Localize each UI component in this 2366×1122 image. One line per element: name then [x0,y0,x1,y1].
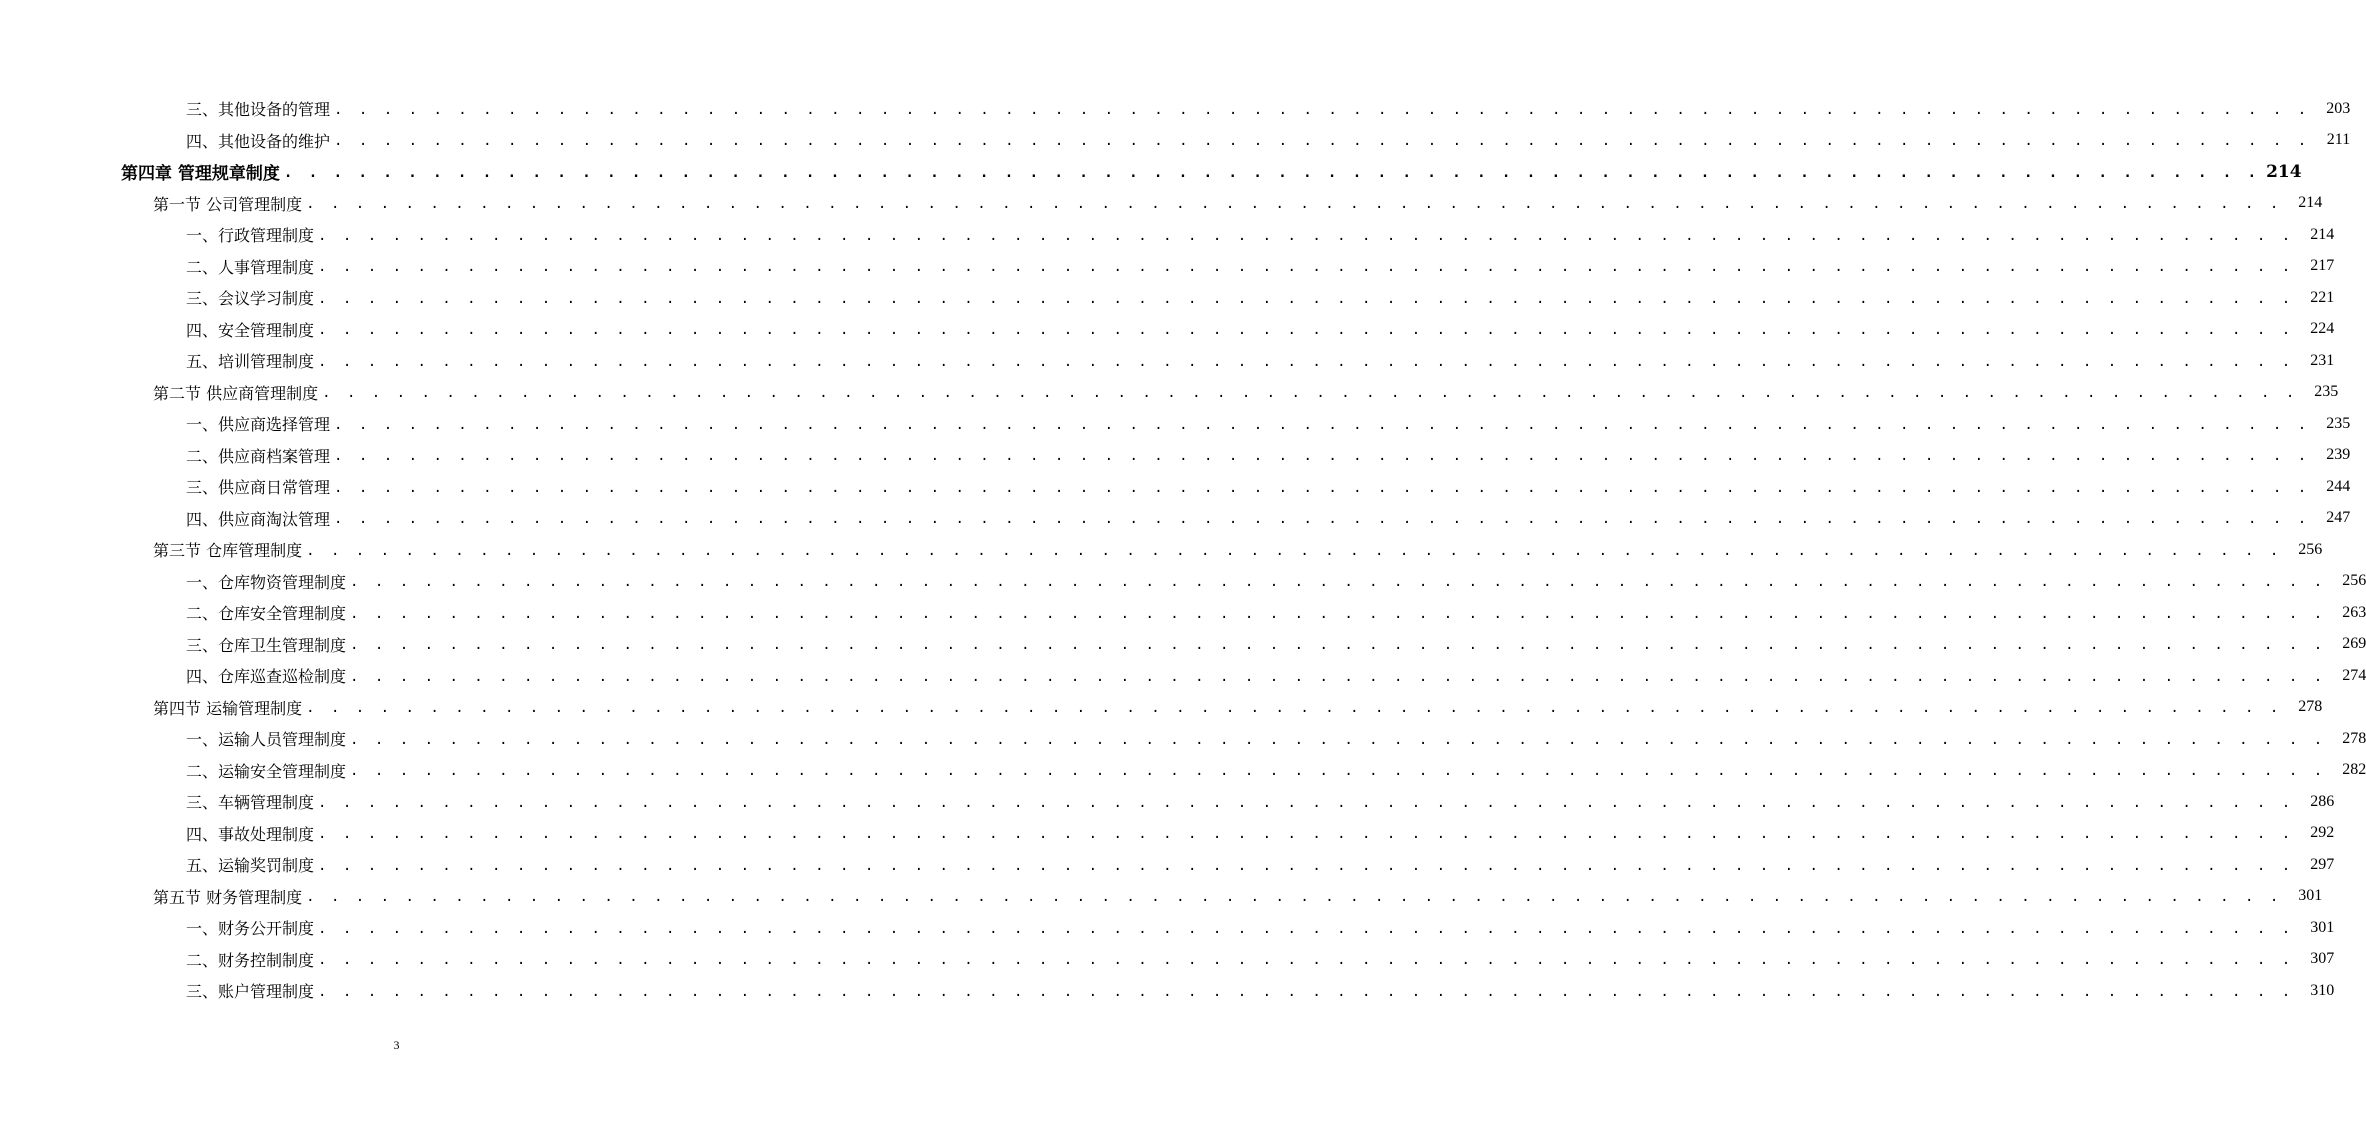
toc-entry-title: 一、运输人员管理制度 [186,730,347,750]
toc-entry-page: 224 [2310,320,2335,338]
toc-entry-page: 278 [2342,729,2366,747]
toc-dot-leader: . . . . . . . . . . . . . . . . . . . . . . . . . . . . . . . . . . . . . . . . . . . . . . . . . . . . . . . . . . . . . . . . . . . . . . . . . . . . . . . . [334,511,2311,528]
toc-entry-item[interactable] [0,345,2335,377]
toc-entry-page: 263 [2342,603,2366,621]
toc-entry-item[interactable] [0,660,2366,692]
toc-entry-page: 211 [2326,131,2351,149]
toc-dot-leader: . . . . . . . . . . . . . . . . . . . . . . . . . . . . . . . . . . . . . . . . . . . . . . . . . . . . . . . . . . . . . . . . . . . . . . . . . . . . . . . . [350,574,2327,591]
toc-entry-title: 三、会议学习制度 [186,289,315,309]
toc-dot-leader: . . . . . . . . . . . . . . . . . . . . . . . . . . . . . . . . . . . . . . . . . . . . . . . . . . . . . . . . . . . . . . . . . . . . . . . . . . . . . . . . [334,416,2311,433]
toc-entry-page: 203 [2326,99,2351,117]
toc-entry-section[interactable] [0,534,2323,566]
toc-entry-item[interactable] [0,597,2366,629]
toc-entry-page: 292 [2310,824,2335,842]
toc-entry-section[interactable] [0,188,2323,220]
toc-entry-title: 第四章 管理规章制度 [121,164,280,185]
toc-entry-item[interactable] [0,314,2335,346]
toc-entry-title: 二、供应商档案管理 [186,446,331,466]
toc-dot-leader: . . . . . . . . . . . . . . . . . . . . . . . . . . . . . . . . . . . . . . . . . . . . . . . . . . . . . . . . . . . . . . . . . . . . . . . . . . . . . . . . [318,983,2295,1000]
toc-entry-item[interactable] [0,975,2335,1007]
toc-dot-leader: . . . . . . . . . . . . . . . . . . . . . . . . . . . . . . . . . . . . . . . . . . . . . . . . . . . . . . . . . . . . . . . . . . . . . . . . . . . . . . . . [350,605,2327,622]
toc-dot-leader: . . . . . . . . . . . . . . . . . . . . . . . . . . . . . . . . . . . . . . . . . . . . . . . . . . . . . . . . . . . . . . . . . . . . . . . . . . . . . . . . [283,164,2261,181]
toc-entry-page: 221 [2310,288,2335,306]
toc-entry-item[interactable] [0,912,2335,944]
page-number: 3 [393,1038,400,1052]
toc-dot-leader: . . . . . . . . . . . . . . . . . . . . . . . . . . . . . . . . . . . . . . . . . . . . . . . . . . . . . . . . . . . . . . . . . . . . . . . . . . . . . . . . [322,385,2299,402]
toc-entry-title: 四、其他设备的维护 [186,131,331,151]
toc-entry-page: 301 [2298,887,2323,905]
toc-entry-title: 五、运输奖罚制度 [186,856,315,876]
toc-entry-page: 244 [2326,477,2351,495]
toc-entry-item[interactable] [0,503,2351,535]
toc-entry-page: 217 [2310,257,2335,275]
toc-entry-chapter[interactable] [0,156,2302,188]
toc-entry-title: 第四节 运输管理制度 [153,698,303,718]
toc-entry-title: 第一节 公司管理制度 [153,194,303,214]
toc-entry-page: 235 [2314,383,2339,401]
toc-dot-leader: . . . . . . . . . . . . . . . . . . . . . . . . . . . . . . . . . . . . . . . . . . . . . . . . . . . . . . . . . . . . . . . . . . . . . . . . . . . . . . . . [350,637,2327,654]
toc-entry-item[interactable] [0,944,2335,976]
toc-entry-title: 三、供应商日常管理 [186,478,331,498]
toc-entry-title: 四、安全管理制度 [186,320,315,340]
toc-entry-title: 三、账户管理制度 [186,982,315,1002]
toc-entry-item[interactable] [0,251,2335,283]
toc-dot-leader: . . . . . . . . . . . . . . . . . . . . . . . . . . . . . . . . . . . . . . . . . . . . . . . . . . . . . . . . . . . . . . . . . . . . . . . . . . . . . . . . [334,479,2311,496]
toc-entry-title: 二、仓库安全管理制度 [186,604,347,624]
toc-dot-leader: . . . . . . . . . . . . . . . . . . . . . . . . . . . . . . . . . . . . . . . . . . . . . . . . . . . . . . . . . . . . . . . . . . . . . . . . . . . . . . . . [318,259,2295,276]
toc-entry-page: 307 [2310,950,2335,968]
toc-entry-title: 三、车辆管理制度 [186,793,315,813]
toc-entry-page: 256 [2298,540,2323,558]
toc-dot-leader: . . . . . . . . . . . . . . . . . . . . . . . . . . . . . . . . . . . . . . . . . . . . . . . . . . . . . . . . . . . . . . . . . . . . . . . . . . . . . . . . [306,542,2283,559]
toc-entry-item[interactable] [0,471,2351,503]
toc-entry-title: 一、财务公开制度 [186,919,315,939]
toc-entry-title: 一、供应商选择管理 [186,415,331,435]
toc-entry-page: 235 [2326,414,2351,432]
toc-entry-page: 286 [2310,792,2335,810]
toc-entry-title: 三、仓库卫生管理制度 [186,635,347,655]
toc-entry-item[interactable] [0,440,2351,472]
toc-entry-page: 278 [2298,698,2323,716]
toc-entry-page: 269 [2342,635,2366,653]
toc-dot-leader: . . . . . . . . . . . . . . . . . . . . . . . . . . . . . . . . . . . . . . . . . . . . . . . . . . . . . . . . . . . . . . . . . . . . . . . . . . . . . . . . [350,668,2327,685]
toc-entry-title: 一、行政管理制度 [186,226,315,246]
toc-dot-leader: . . . . . . . . . . . . . . . . . . . . . . . . . . . . . . . . . . . . . . . . . . . . . . . . . . . . . . . . . . . . . . . . . . . . . . . . . . . . . . . . [318,857,2295,874]
toc-entry-page: 297 [2310,855,2335,873]
toc-entry-title: 三、其他设备的管理 [186,100,331,120]
toc-entry-page: 214 [2298,194,2323,212]
toc-entry-title: 第五节 财务管理制度 [153,887,303,907]
toc-entry-title: 一、仓库物资管理制度 [186,572,347,592]
toc-entry-item[interactable] [0,629,2366,661]
toc-entry-item[interactable] [0,818,2335,850]
toc-entry-item[interactable] [0,566,2366,598]
toc-entry-page: 214 [2310,225,2335,243]
toc-entry-page: 256 [2342,572,2366,590]
toc-dot-leader: . . . . . . . . . . . . . . . . . . . . . . . . . . . . . . . . . . . . . . . . . . . . . . . . . . . . . . . . . . . . . . . . . . . . . . . . . . . . . . . . [318,227,2295,244]
toc-entry-page: 239 [2326,446,2351,464]
toc-dot-leader: . . . . . . . . . . . . . . . . . . . . . . . . . . . . . . . . . . . . . . . . . . . . . . . . . . . . . . . . . . . . . . . . . . . . . . . . . . . . . . . . [334,101,2311,118]
toc-entry-title: 二、人事管理制度 [186,257,315,277]
toc-dot-leader: . . . . . . . . . . . . . . . . . . . . . . . . . . . . . . . . . . . . . . . . . . . . . . . . . . . . . . . . . . . . . . . . . . . . . . . . . . . . . . . . [318,952,2295,969]
toc-entry-item[interactable] [0,786,2335,818]
toc-entry-page: 310 [2310,981,2335,999]
toc-dot-leader: . . . . . . . . . . . . . . . . . . . . . . . . . . . . . . . . . . . . . . . . . . . . . . . . . . . . . . . . . . . . . . . . . . . . . . . . . . . . . . . . [318,794,2295,811]
toc-entry-section[interactable] [0,377,2339,409]
toc-dot-leader: . . . . . . . . . . . . . . . . . . . . . . . . . . . . . . . . . . . . . . . . . . . . . . . . . . . . . . . . . . . . . . . . . . . . . . . . . . . . . . . . [318,290,2295,307]
toc-dot-leader: . . . . . . . . . . . . . . . . . . . . . . . . . . . . . . . . . . . . . . . . . . . . . . . . . . . . . . . . . . . . . . . . . . . . . . . . . . . . . . . . [306,196,2283,213]
toc-entry-page: 282 [2342,761,2366,779]
toc-dot-leader: . . . . . . . . . . . . . . . . . . . . . . . . . . . . . . . . . . . . . . . . . . . . . . . . . . . . . . . . . . . . . . . . . . . . . . . . . . . . . . . . [334,133,2311,150]
toc-dot-leader: . . . . . . . . . . . . . . . . . . . . . . . . . . . . . . . . . . . . . . . . . . . . . . . . . . . . . . . . . . . . . . . . . . . . . . . . . . . . . . . . [334,448,2311,465]
toc-entry-title: 第三节 仓库管理制度 [153,541,303,561]
toc-entry-title: 二、运输安全管理制度 [186,761,347,781]
toc-list [0,93,2366,1007]
toc-dot-leader: . . . . . . . . . . . . . . . . . . . . . . . . . . . . . . . . . . . . . . . . . . . . . . . . . . . . . . . . . . . . . . . . . . . . . . . . . . . . . . . . [318,826,2295,843]
toc-entry-page: 301 [2310,918,2335,936]
toc-entry-item[interactable] [0,408,2351,440]
toc-entry-page: 247 [2326,509,2351,527]
toc-entry-section[interactable] [0,692,2323,724]
toc-entry-title: 五、培训管理制度 [186,352,315,372]
toc-entry-page: 214 [2266,161,2302,182]
toc-dot-leader: . . . . . . . . . . . . . . . . . . . . . . . . . . . . . . . . . . . . . . . . . . . . . . . . . . . . . . . . . . . . . . . . . . . . . . . . . . . . . . . . [306,889,2283,906]
toc-entry-item[interactable] [0,849,2335,881]
toc-entry-title: 四、仓库巡查巡检制度 [186,667,347,687]
table-of-contents [0,93,2366,1007]
toc-entry-section[interactable] [0,881,2323,913]
toc-dot-leader: . . . . . . . . . . . . . . . . . . . . . . . . . . . . . . . . . . . . . . . . . . . . . . . . . . . . . . . . . . . . . . . . . . . . . . . . . . . . . . . . [318,322,2295,339]
toc-entry-page: 231 [2310,351,2335,369]
toc-entry-item[interactable] [0,219,2335,251]
toc-entry-title: 第二节 供应商管理制度 [153,383,319,403]
toc-dot-leader: . . . . . . . . . . . . . . . . . . . . . . . . . . . . . . . . . . . . . . . . . . . . . . . . . . . . . . . . . . . . . . . . . . . . . . . . . . . . . . . . [350,763,2327,780]
toc-entry-item[interactable] [0,282,2335,314]
toc-entry-title: 四、事故处理制度 [186,824,315,844]
toc-entry-page: 274 [2342,666,2366,684]
toc-entry-title: 二、财务控制制度 [186,950,315,970]
toc-dot-leader: . . . . . . . . . . . . . . . . . . . . . . . . . . . . . . . . . . . . . . . . . . . . . . . . . . . . . . . . . . . . . . . . . . . . . . . . . . . . . . . . [350,731,2327,748]
toc-dot-leader: . . . . . . . . . . . . . . . . . . . . . . . . . . . . . . . . . . . . . . . . . . . . . . . . . . . . . . . . . . . . . . . . . . . . . . . . . . . . . . . . [318,920,2295,937]
toc-dot-leader: . . . . . . . . . . . . . . . . . . . . . . . . . . . . . . . . . . . . . . . . . . . . . . . . . . . . . . . . . . . . . . . . . . . . . . . . . . . . . . . . [318,353,2295,370]
toc-entry-title: 四、供应商淘汰管理 [186,509,331,529]
toc-entry-item[interactable] [0,755,2366,787]
toc-entry-item[interactable] [0,93,2351,125]
toc-entry-item[interactable] [0,125,2351,157]
toc-entry-item[interactable] [0,723,2366,755]
toc-dot-leader: . . . . . . . . . . . . . . . . . . . . . . . . . . . . . . . . . . . . . . . . . . . . . . . . . . . . . . . . . . . . . . . . . . . . . . . . . . . . . . . . [306,700,2283,717]
